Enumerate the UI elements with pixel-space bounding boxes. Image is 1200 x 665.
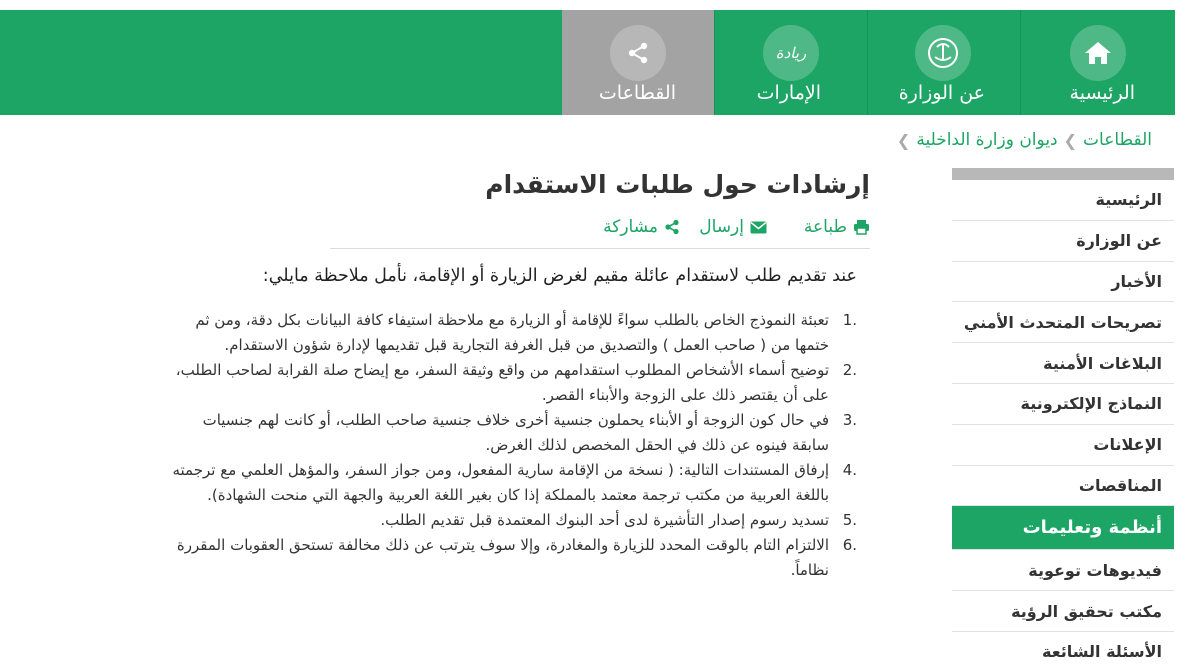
chevron-left-icon: ❯ [1063, 130, 1078, 150]
share-icon [664, 219, 680, 235]
list-item [167, 408, 857, 458]
sidebar-item-security-spokesman[interactable]: تصريحات المتحدث الأمني [952, 302, 1174, 343]
page-title: إرشادات حول طلبات الاستقدام [485, 170, 870, 199]
nav-emirates[interactable] [714, 10, 867, 115]
sidebar-item-e-forms[interactable]: النماذج الإلكترونية [952, 384, 1174, 425]
sidebar-item-tenders[interactable]: المناقصات [952, 466, 1174, 507]
sidebar-item-news[interactable]: الأخبار [952, 262, 1174, 303]
share-network-icon [610, 25, 666, 81]
list-item [167, 458, 857, 508]
list-item [167, 358, 857, 408]
nav-emirates-label: الإمارات [756, 82, 821, 104]
send-button[interactable] [699, 217, 767, 237]
list-item-text: تعبئة النموذج الخاص بالطلب سواءً للإقامة أو الزيارة مع ملاحظة استيفاء كافة البيانات بكل دقة، ومن ثم ختمها من ( صاحب العمل ) والتصديق من قبل الغرفة التجارية قبل تقديمها لإدارة شؤون الاستقدام. [195, 311, 829, 354]
breadcrumb [897, 130, 1152, 150]
sidebar-item-security-reports[interactable]: البلاغات الأمنية [952, 343, 1174, 384]
emirates-logo-text: ريادة [775, 44, 807, 62]
breadcrumb-sectors[interactable]: القطاعات [1083, 130, 1152, 150]
list-item [167, 508, 857, 533]
list-item-number: 2. [842, 361, 857, 379]
list-item-text: تسديد رسوم إصدار التأشيرة لدى أحد البنوك المعتمدة قبل تقديم الطلب. [380, 511, 829, 529]
sidebar-item-regulations[interactable]: أنظمة وتعليمات [952, 506, 1174, 550]
emblem-icon [915, 25, 971, 81]
list-item-number: 6. [842, 536, 857, 554]
list-item-number: 5. [842, 511, 857, 529]
list-item-number: 3. [842, 411, 857, 429]
printer-icon [853, 219, 870, 235]
nav-home-label: الرئيسية [1069, 82, 1135, 104]
list-item-number: 1. [842, 311, 857, 329]
list-item-number: 4. [842, 461, 857, 479]
print-label: طباعة [803, 217, 847, 237]
instructions-list [167, 308, 857, 583]
sidebar-item-moon-sighting-office[interactable]: مكتب تحقيق الرؤية [952, 591, 1174, 632]
emirates-logo-icon [763, 25, 819, 81]
sidebar-item-awareness-videos[interactable]: فيديوهات توعوية [952, 550, 1174, 591]
nav-about[interactable] [867, 10, 1020, 115]
chevron-left-icon: ❯ [896, 130, 911, 150]
nav-home[interactable] [1020, 10, 1175, 115]
list-item-text: الالتزام التام بالوقت المحدد للزيارة والمغادرة، وإلا سوف يترتب عن ذلك مخالفة تستحق العقوبات المقررة نظاماً. [176, 536, 829, 579]
list-item [167, 533, 857, 583]
send-label: إرسال [699, 217, 744, 237]
list-item-text: توضيح أسماء الأشخاص المطلوب استقدامهم من واقع وثيقة السفر، مع إيضاح صلة القرابة لصاحب الطلب، على أن يقتصر ذلك على الزوجة والأبناء القصر. [175, 361, 829, 404]
nav-sectors[interactable] [562, 10, 714, 115]
list-item-text: في حال كون الزوجة أو الأبناء يحملون جنسية أخرى خلاف جنسية صاحب الطلب، أو كانت لهم جنسيات سابقة فينوه عن ذلك في الحقل المخصص لذلك الغرض. [202, 411, 829, 454]
sidebar-item-faq[interactable]: الأسئلة الشائعة [952, 632, 1174, 665]
breadcrumb-moi-office[interactable]: ديوان وزارة الداخلية [916, 130, 1058, 150]
sidebar-item-home[interactable]: الرئيسية [952, 180, 1174, 221]
sidebar-menu [952, 168, 1174, 665]
nav-sectors-label: القطاعات [598, 82, 676, 104]
list-item-text: إرفاق المستندات التالية: ( نسخة من الإقامة سارية المفعول، ومن جواز السفر، والمؤهل العلمي مع ترجمته باللغة العربية من مكتب ترجمة معتمد بالمملكة إذا كان بغير اللغة العربية والجهة التي منحت الشهادة). [172, 461, 829, 504]
main-navigation [0, 10, 1175, 115]
home-icon [1070, 25, 1126, 81]
nav-about-label: عن الوزارة [898, 82, 985, 104]
list-item [167, 308, 857, 358]
sidebar-item-announcements[interactable]: الإعلانات [952, 425, 1174, 466]
print-button[interactable] [804, 217, 870, 237]
share-label: مشاركة [603, 217, 658, 237]
sidebar-item-about[interactable]: عن الوزارة [952, 221, 1174, 262]
intro-paragraph: عند تقديم طلب لاستقدام عائلة مقيم لغرض الزيارة أو الإقامة، نأمل ملاحظة مايلي: [262, 266, 857, 286]
envelope-icon [750, 221, 767, 234]
share-button[interactable] [603, 217, 680, 237]
article-actions [330, 215, 870, 249]
